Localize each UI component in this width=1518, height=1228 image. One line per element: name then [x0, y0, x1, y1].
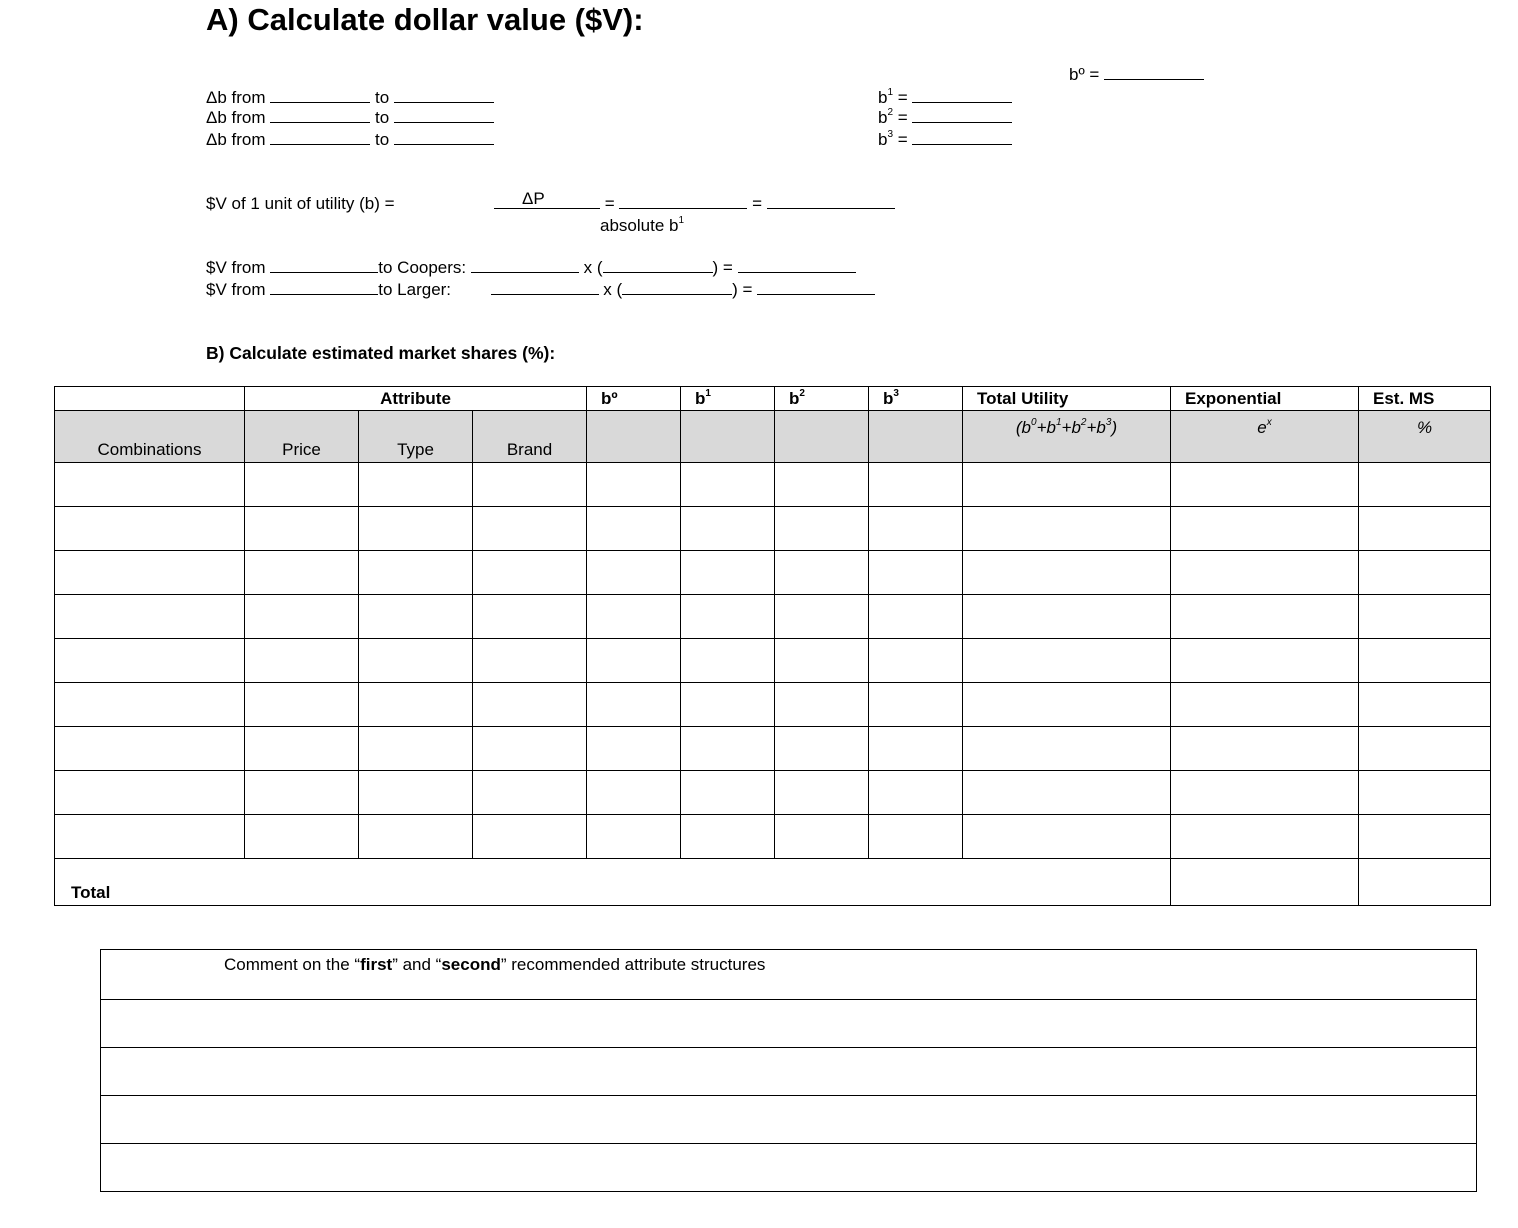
delta-from-label: Δb from — [206, 108, 266, 127]
header-blank — [55, 387, 245, 411]
sv-multiplier-blank[interactable] — [622, 280, 732, 295]
est-ms-cell[interactable] — [1359, 551, 1491, 595]
b1-cell[interactable] — [681, 683, 775, 727]
b3-cell[interactable] — [869, 463, 963, 507]
delta-from-blank[interactable] — [270, 88, 370, 103]
sv-unit-label: $V of 1 unit of utility (b) = — [206, 194, 395, 213]
b2-blank[interactable] — [912, 108, 1012, 123]
b2-cell[interactable] — [775, 683, 869, 727]
type-cell[interactable] — [359, 551, 473, 595]
section-a-title: A) Calculate dollar value ($V): — [206, 2, 644, 37]
price-cell[interactable] — [245, 639, 359, 683]
type-cell[interactable] — [359, 815, 473, 859]
sv-to-label: to Coopers: — [378, 258, 467, 277]
total-utility-cell[interactable] — [963, 815, 1171, 859]
sv-unit-formula — [494, 189, 895, 214]
sv-numerator-blank[interactable] — [619, 194, 747, 209]
exponential-cell[interactable] — [1171, 507, 1359, 551]
sv-eq-1: = — [604, 194, 615, 213]
comment-suffix: ” recommended attribute structures — [500, 955, 766, 974]
b3-field — [878, 130, 1012, 150]
percent-label: % — [1359, 411, 1491, 463]
brand-cell[interactable] — [473, 771, 587, 815]
b3-header-base: b — [883, 388, 894, 408]
type-cell[interactable] — [359, 683, 473, 727]
exponential-cell[interactable] — [1171, 463, 1359, 507]
type-cell[interactable] — [359, 595, 473, 639]
b3-eq: = — [897, 130, 908, 149]
type-header: Type — [359, 411, 473, 463]
sv-eq-2: = — [752, 194, 763, 213]
brand-cell[interactable] — [473, 815, 587, 859]
sv-denominator-sup: 1 — [678, 215, 685, 227]
comment-prefix: Comment on the “ — [224, 955, 361, 974]
exponential-cell[interactable] — [1171, 771, 1359, 815]
price-cell[interactable] — [245, 727, 359, 771]
est-ms-cell[interactable] — [1359, 683, 1491, 727]
delta-p-blank[interactable] — [494, 189, 600, 209]
price-cell[interactable] — [245, 683, 359, 727]
sv-from-blank[interactable] — [270, 258, 378, 273]
b0-cell[interactable] — [587, 771, 681, 815]
delta-to-blank[interactable] — [394, 108, 494, 123]
comment-line — [101, 1144, 1477, 1192]
sv-denominator-base: absolute b — [600, 216, 679, 235]
b0-field — [1069, 65, 1204, 85]
delta-to-label: to — [375, 108, 390, 127]
b3-cell[interactable] — [869, 727, 963, 771]
b2-cell[interactable] — [775, 463, 869, 507]
combination-cell[interactable] — [55, 551, 245, 595]
b3-blank[interactable] — [912, 130, 1012, 145]
b0-cell[interactable] — [587, 595, 681, 639]
comment-second: second — [441, 955, 501, 974]
exp-sup: x — [1266, 417, 1272, 429]
comment-line — [101, 1000, 1477, 1048]
b1-cell[interactable] — [681, 595, 775, 639]
comment-heading — [101, 950, 1477, 1000]
b2-cell[interactable] — [775, 815, 869, 859]
b0-cell[interactable] — [587, 815, 681, 859]
b3-cell[interactable] — [869, 551, 963, 595]
b2-subheader — [775, 411, 869, 463]
formula-sup: 1 — [1055, 417, 1062, 429]
comment-line-cell[interactable] — [101, 1096, 1477, 1144]
type-cell[interactable] — [359, 463, 473, 507]
exponential-cell[interactable] — [1171, 727, 1359, 771]
est-ms-cell[interactable] — [1359, 815, 1491, 859]
sv-result-blank[interactable] — [757, 280, 875, 295]
b2-header — [775, 387, 869, 411]
delta-from-label: Δb from — [206, 130, 266, 149]
formula-part: +b — [1061, 418, 1081, 437]
formula-part: +b — [1086, 418, 1106, 437]
b3-cell[interactable] — [869, 771, 963, 815]
type-cell[interactable] — [359, 507, 473, 551]
b1-header — [681, 387, 775, 411]
b1-cell[interactable] — [681, 815, 775, 859]
table-row — [55, 507, 1491, 551]
brand-cell[interactable] — [473, 463, 587, 507]
combination-cell[interactable] — [55, 683, 245, 727]
type-cell[interactable] — [359, 727, 473, 771]
delta-row-1 — [206, 88, 494, 108]
exponential-cell[interactable] — [1171, 815, 1359, 859]
formula-part: ) — [1111, 418, 1118, 437]
table-row — [55, 463, 1491, 507]
table-row — [55, 815, 1491, 859]
attribute-header: Attribute — [245, 387, 587, 411]
sv-times-label: x ( — [583, 258, 603, 277]
delta-from-label: Δb from — [206, 88, 266, 107]
b3-cell[interactable] — [869, 815, 963, 859]
comment-line — [101, 1096, 1477, 1144]
est-ms-cell[interactable] — [1359, 507, 1491, 551]
combination-cell[interactable] — [55, 463, 245, 507]
total-est-ms-cell[interactable] — [1359, 859, 1491, 906]
b1-cell[interactable] — [681, 507, 775, 551]
est-ms-cell[interactable] — [1359, 463, 1491, 507]
price-cell[interactable] — [245, 463, 359, 507]
combinations-header: Combinations — [55, 411, 245, 463]
b2-cell[interactable] — [775, 639, 869, 683]
total-label: Total — [55, 859, 1171, 906]
comment-box — [100, 949, 1477, 1192]
sv-result-blank[interactable] — [767, 194, 895, 209]
b1-cell[interactable] — [681, 771, 775, 815]
delta-to-label: to — [375, 88, 390, 107]
comment-line-cell[interactable] — [101, 1000, 1477, 1048]
comment-middle: ” and “ — [392, 955, 442, 974]
brand-cell[interactable] — [473, 551, 587, 595]
b1-subheader — [681, 411, 775, 463]
table-row — [55, 639, 1491, 683]
formula-sup: 0 — [1031, 417, 1037, 429]
b0-cell[interactable] — [587, 727, 681, 771]
est-ms-cell[interactable] — [1359, 595, 1491, 639]
total-utility-cell[interactable] — [963, 727, 1171, 771]
brand-cell[interactable] — [473, 639, 587, 683]
exp-base: e — [1257, 418, 1267, 437]
price-cell[interactable] — [245, 595, 359, 639]
delta-to-blank[interactable] — [394, 88, 494, 103]
combination-cell[interactable] — [55, 595, 245, 639]
comment-first: first — [360, 955, 393, 974]
total-utility-cell[interactable] — [963, 551, 1171, 595]
type-cell[interactable] — [359, 639, 473, 683]
b3-cell[interactable] — [869, 507, 963, 551]
total-utility-cell[interactable] — [963, 507, 1171, 551]
total-utility-header: Total Utility — [963, 387, 1171, 411]
sv-multiplier-blank[interactable] — [603, 258, 713, 273]
brand-cell[interactable] — [473, 727, 587, 771]
table-row — [55, 683, 1491, 727]
price-cell[interactable] — [245, 771, 359, 815]
b1-eq: = — [897, 88, 908, 107]
formula-sup: 3 — [1105, 417, 1112, 429]
exponential-formula — [1171, 411, 1359, 463]
brand-cell[interactable] — [473, 507, 587, 551]
b2-label: b — [878, 108, 888, 127]
est-ms-cell[interactable] — [1359, 727, 1491, 771]
b2-cell[interactable] — [775, 771, 869, 815]
b1-field — [878, 88, 1012, 108]
b3-cell[interactable] — [869, 639, 963, 683]
b1-cell[interactable] — [681, 727, 775, 771]
b0-subheader — [587, 411, 681, 463]
b0-cell[interactable] — [587, 463, 681, 507]
b2-cell[interactable] — [775, 595, 869, 639]
price-header: Price — [245, 411, 359, 463]
comment-line — [101, 1048, 1477, 1096]
exponential-header: Exponential — [1171, 387, 1359, 411]
combination-cell[interactable] — [55, 771, 245, 815]
b2-cell[interactable] — [775, 727, 869, 771]
sv-from-blank[interactable] — [270, 280, 378, 295]
sv-row-larger — [206, 280, 875, 300]
est-ms-cell[interactable] — [1359, 639, 1491, 683]
b1-blank[interactable] — [912, 88, 1012, 103]
header-row-1 — [55, 387, 1491, 411]
est-ms-header: Est. MS — [1359, 387, 1491, 411]
sv-value-blank[interactable] — [491, 280, 599, 295]
market-share-table — [54, 386, 1491, 906]
b0-blank[interactable] — [1104, 65, 1204, 80]
b3-cell[interactable] — [869, 683, 963, 727]
sv-row-coopers — [206, 258, 856, 278]
sv-from-label: $V from — [206, 258, 266, 277]
b3-header — [869, 387, 963, 411]
combination-cell[interactable] — [55, 727, 245, 771]
b0-cell[interactable] — [587, 507, 681, 551]
sv-value-blank[interactable] — [471, 258, 579, 273]
sv-times-label: x ( — [603, 280, 623, 299]
b0-label: bº = — [1069, 65, 1100, 84]
delta-row-3 — [206, 130, 494, 150]
price-cell[interactable] — [245, 815, 359, 859]
b1-header-sup: 1 — [705, 387, 711, 399]
brand-cell[interactable] — [473, 683, 587, 727]
brand-header: Brand — [473, 411, 587, 463]
sv-result-blank[interactable] — [738, 258, 856, 273]
b3-sup: 3 — [887, 129, 894, 141]
total-utility-cell[interactable] — [963, 595, 1171, 639]
price-cell[interactable] — [245, 551, 359, 595]
total-exponential-cell[interactable] — [1171, 859, 1359, 906]
b0-header: bº — [587, 387, 681, 411]
b2-field — [878, 108, 1012, 128]
b0-cell[interactable] — [587, 551, 681, 595]
sv-from-label: $V from — [206, 280, 266, 299]
comment-heading-row — [101, 950, 1477, 1000]
b2-sup: 2 — [887, 107, 894, 119]
total-utility-cell[interactable] — [963, 683, 1171, 727]
exponential-cell[interactable] — [1171, 551, 1359, 595]
b1-cell[interactable] — [681, 463, 775, 507]
b3-subheader — [869, 411, 963, 463]
exponential-cell[interactable] — [1171, 595, 1359, 639]
sv-to-label: to Larger: — [378, 280, 452, 299]
total-utility-cell[interactable] — [963, 771, 1171, 815]
exponential-cell[interactable] — [1171, 639, 1359, 683]
table-row — [55, 551, 1491, 595]
delta-from-blank[interactable] — [270, 130, 370, 145]
b0-cell[interactable] — [587, 683, 681, 727]
header-row-2 — [55, 411, 1491, 463]
sv-close-label: ) = — [732, 280, 753, 299]
combination-cell[interactable] — [55, 815, 245, 859]
b1-cell[interactable] — [681, 551, 775, 595]
table-row — [55, 727, 1491, 771]
delta-to-label: to — [375, 130, 390, 149]
data-rows — [55, 463, 1491, 859]
sv-close-label: ) = — [712, 258, 733, 277]
total-utility-formula — [963, 411, 1171, 463]
b2-cell[interactable] — [775, 551, 869, 595]
delta-row-2 — [206, 108, 494, 128]
b1-header-base: b — [695, 388, 706, 408]
table-row — [55, 771, 1491, 815]
comment-line-cell[interactable] — [101, 1048, 1477, 1096]
formula-part: (b — [1015, 418, 1032, 437]
b1-cell[interactable] — [681, 639, 775, 683]
delta-p-label: ΔP — [522, 189, 545, 208]
section-b-title: B) Calculate estimated market shares (%): — [206, 343, 556, 363]
delta-to-blank[interactable] — [394, 130, 494, 145]
combination-cell[interactable] — [55, 507, 245, 551]
type-cell[interactable] — [359, 771, 473, 815]
table-row — [55, 595, 1491, 639]
delta-from-blank[interactable] — [270, 108, 370, 123]
exponential-cell[interactable] — [1171, 683, 1359, 727]
brand-cell[interactable] — [473, 595, 587, 639]
b0-cell[interactable] — [587, 639, 681, 683]
b2-header-base: b — [789, 388, 800, 408]
total-utility-cell[interactable] — [963, 463, 1171, 507]
sv-denominator — [600, 216, 684, 236]
b3-label: b — [878, 130, 888, 149]
formula-sup: 2 — [1080, 417, 1087, 429]
price-cell[interactable] — [245, 507, 359, 551]
est-ms-cell[interactable] — [1359, 771, 1491, 815]
b2-header-sup: 2 — [799, 387, 805, 399]
b1-sup: 1 — [887, 87, 894, 99]
b1-label: b — [878, 88, 888, 107]
b3-cell[interactable] — [869, 595, 963, 639]
b2-eq: = — [897, 108, 908, 127]
b2-cell[interactable] — [775, 507, 869, 551]
combination-cell[interactable] — [55, 639, 245, 683]
total-row — [55, 859, 1491, 906]
comment-line-cell[interactable] — [101, 1144, 1477, 1192]
total-utility-cell[interactable] — [963, 639, 1171, 683]
b3-header-sup: 3 — [893, 387, 899, 399]
formula-part: +b — [1036, 418, 1056, 437]
